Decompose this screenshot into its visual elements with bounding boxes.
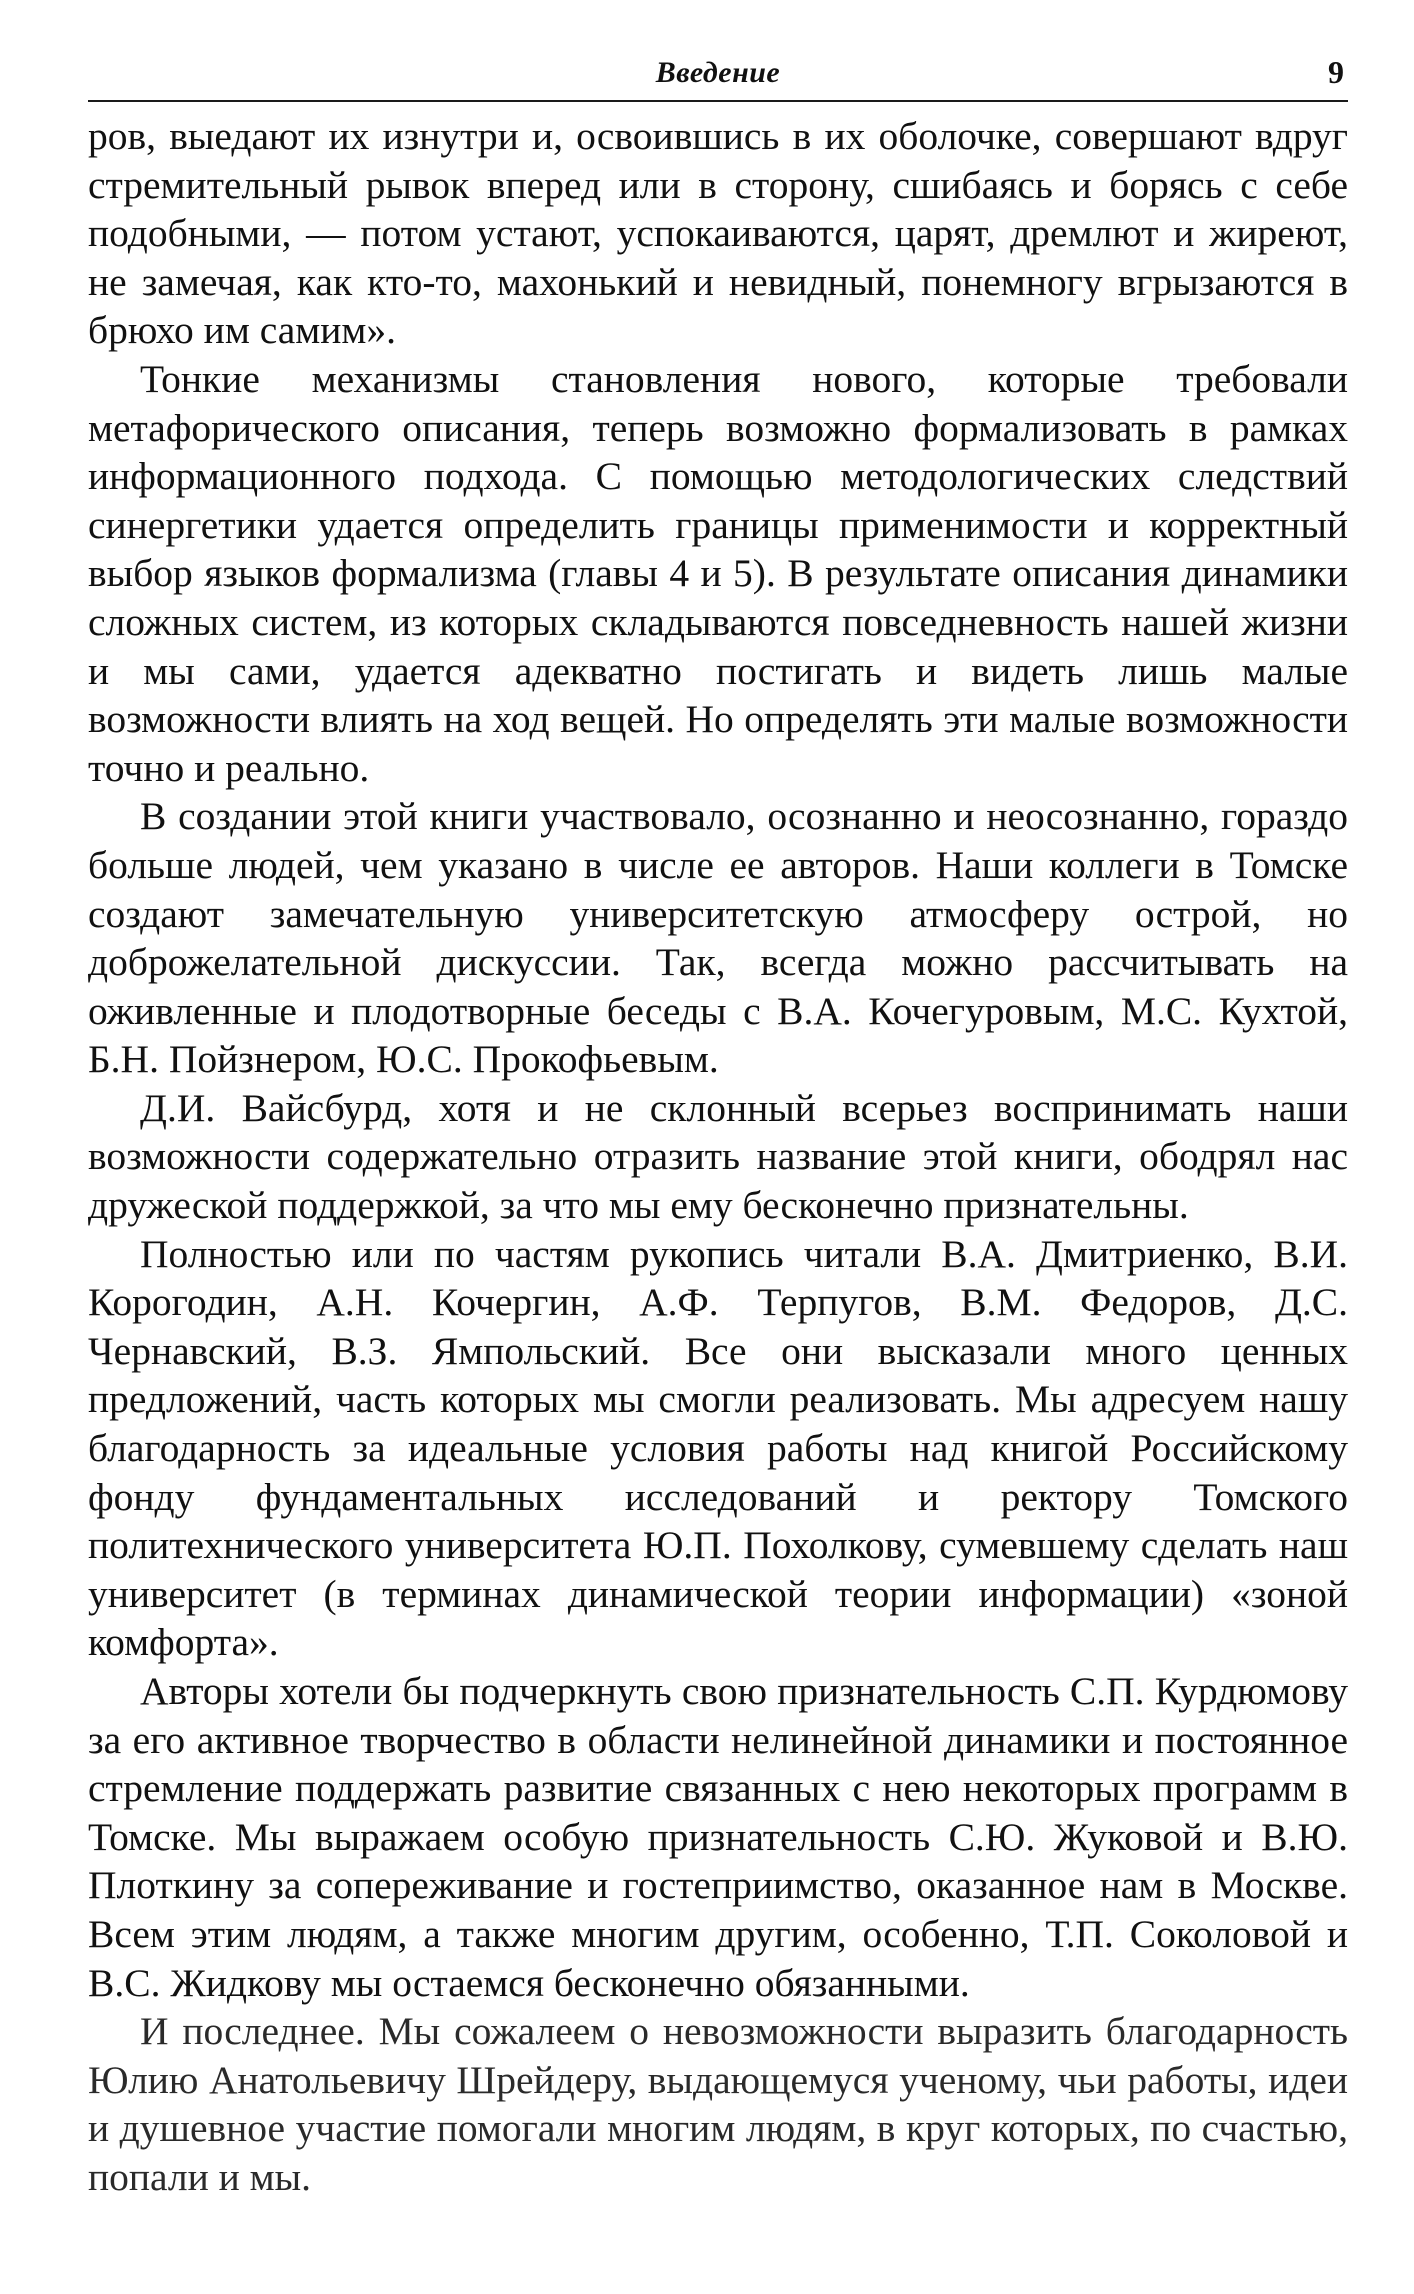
body-text xyxy=(88,112,1348,2202)
running-header xyxy=(88,52,1348,102)
paragraph-continuation: ров, выедают их изнутри и, освоившись в их оболочке, совершают вдруг стремительный рывок вперед или в сторону, сшибаясь и борясь с себе подобными, — потом устают, успокаиваются, царят, дремлют и жиреют, не замечая, как кто-то, махонький и невидный, понемногу вгрызаются в брюхо им самим». xyxy=(88,114,1348,353)
paragraph-book-creation: В создании этой книги участвовало, осознанно и неосознанно, гораздо больше людей, чем указано в числе ее авторов. Наши коллеги в Томске создают замечательную университетскую атмосферу острой, но доброжелательной дискуссии. Так, всегда можно рассчитывать на оживленные и плодотворные беседы с В.А. Кочегуровым, М.С. Кухтой, Б.Н. Пойзнером, Ю.С. Прокофьевым. xyxy=(88,794,1348,1082)
running-title: Введение xyxy=(655,56,781,89)
paragraph-mechanisms: Тонкие механизмы становления нового, которые требовали метафорического описания, теперь возможно формализовать в рамках информационного подхода. С помощью методологических следствий синергетики удается определить границы применимости и корректный выбор языков формализма (главы 4 и 5). В результате описания динамики сложных систем, из которых складываются повседневность нашей жизни и мы сами, удается адекватно постигать и видеть лишь малые возможности влиять на ход вещей. Но определять эти малые возможности точно и реально. xyxy=(88,356,1348,790)
paragraph-gratitude: Авторы хотели бы подчеркнуть свою признательность С.П. Курдюмову за его активное творчество в области нелинейной динамики и постоянное стремление поддержать развитие связанных с нею некоторых программ в Томске. Мы выражаем особую признательность С.Ю. Жуковой и В.Ю. Плоткину за сопереживание и гостеприимство, оказанное нам в Москве. Всем этим людям, а также многим другим, особенно, Т.П. Соколовой и В.С. Жидкову мы остаемся бесконечно обязанными. xyxy=(88,1669,1348,2005)
paragraph-vaysburd: Д.И. Вайсбурд, хотя и не склонный всерьез воспринимать наши возможности содержательно отразить название этой книги, ободрял нас дружеской поддержкой, за что мы ему бесконечно признательны. xyxy=(88,1085,1348,1228)
book-page xyxy=(88,52,1348,2202)
page-number: 9 xyxy=(1328,54,1344,90)
paragraph-final: И последнее. Мы сожалеем о невозможности выразить благодарность Юлию Анатольевичу Шрейдеру, выдающемуся ученому, чьи работы, идеи и душевное участие помогали многим людям, в круг которых, по счастью, попали и мы. xyxy=(88,2009,1348,2199)
paragraph-manuscript-readers: Полностью или по частям рукопись читали В.А. Дмитриенко, В.И. Корогодин, А.Н. Кочергин, А.Ф. Терпугов, В.М. Федоров, Д.С. Чернавский, В.З. Ямпольский. Все они высказали много ценных предложений, часть которых мы смогли реализовать. Мы адресуем нашу благодарность за идеальные условия работы над книгой Российскому фонду фундаментальных исследований и ректору Томского политехнического университета Ю.П. Похолкову, сумевшему сделать наш университет (в терминах динамической теории информации) «зоной комфорта». xyxy=(88,1231,1348,1665)
